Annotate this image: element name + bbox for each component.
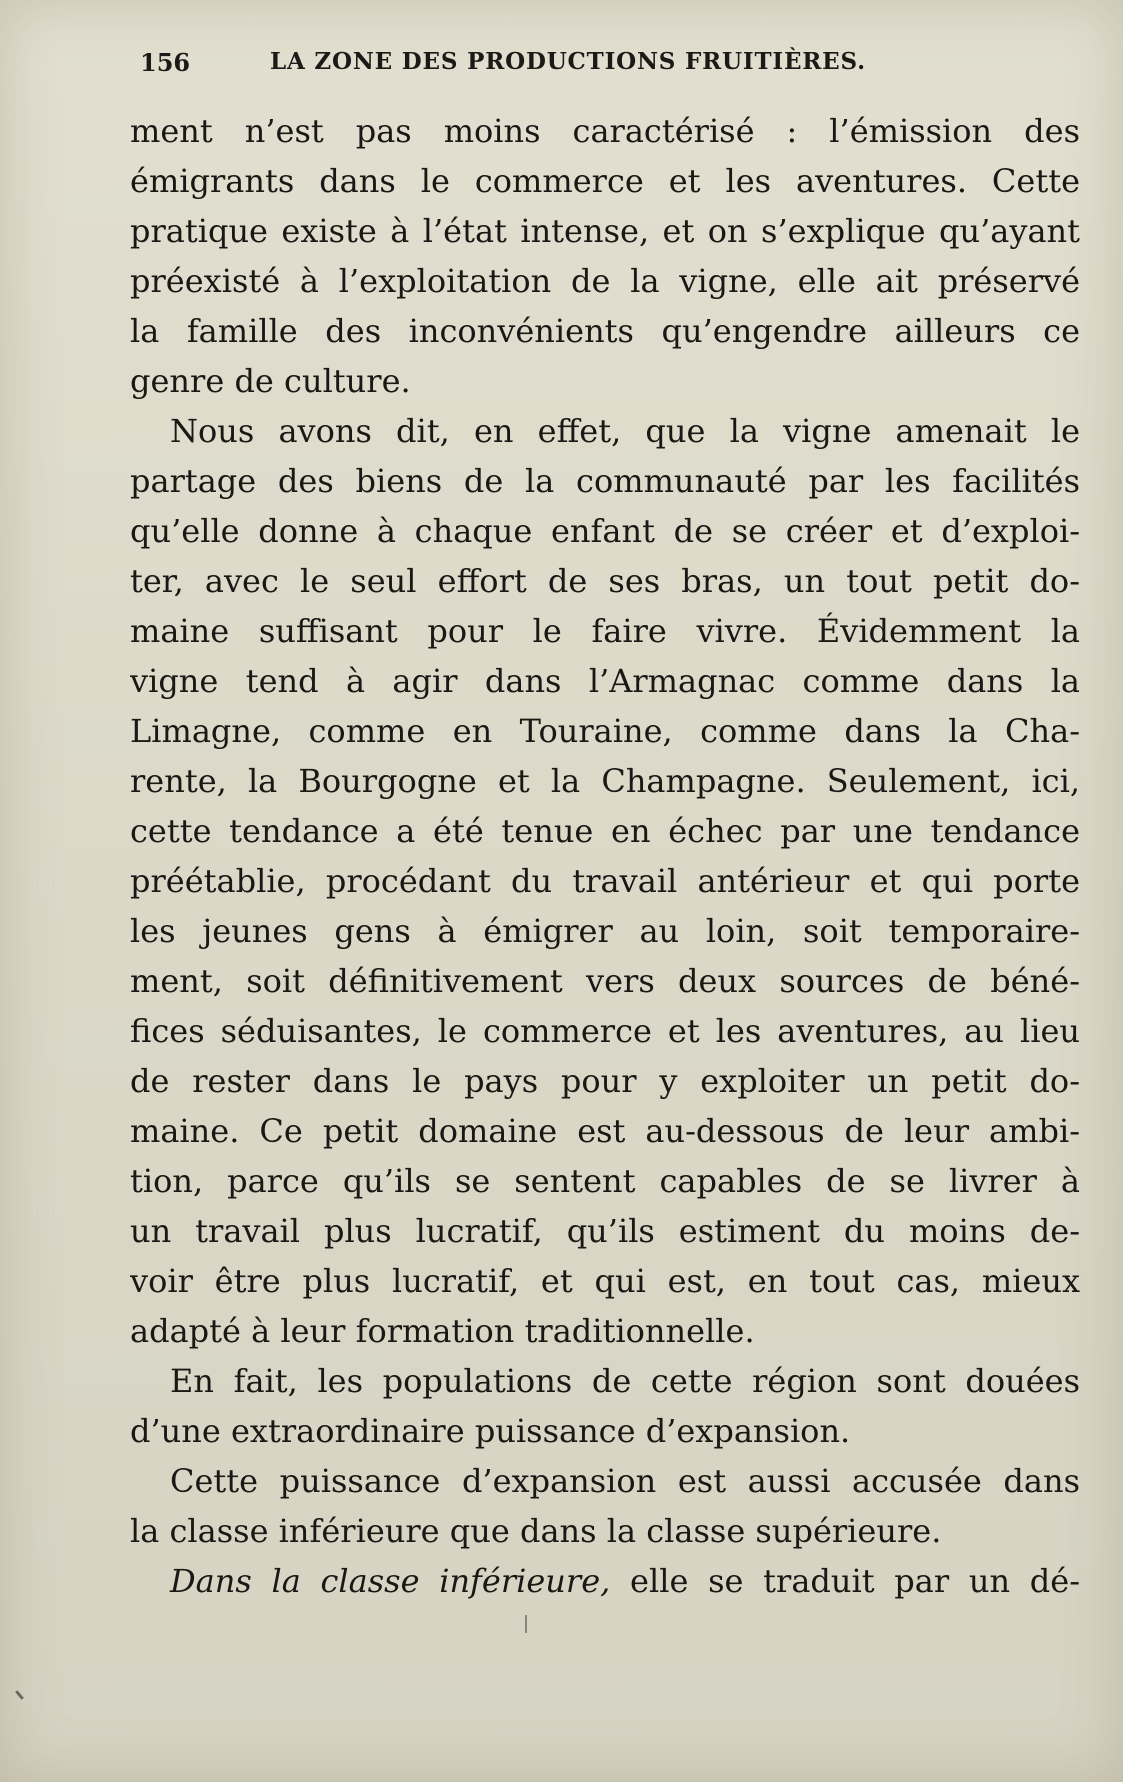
text-line: fices séduisantes, le commerce et les aventures, au lieu xyxy=(130,1012,1080,1050)
stray-mark xyxy=(525,1615,527,1633)
text-line: les jeunes gens à émigrer au loin, soit temporaire- xyxy=(130,912,1080,950)
text-line: ment, soit définitivement vers deux sources de béné- xyxy=(130,962,1080,1000)
text-line-rest: elle se traduit par un dé- xyxy=(630,1562,1080,1600)
text-line: adapté à leur formation traditionnelle. xyxy=(130,1312,755,1350)
text-line: un travail plus lucratif, qu’ils estiment du moins de- xyxy=(130,1212,1080,1250)
text-line: ter, avec le seul effort de ses bras, un tout petit do- xyxy=(130,562,1080,600)
text-line: émigrants dans le commerce et les aventures. Cette xyxy=(130,162,1080,200)
running-title: LA ZONE DES PRODUCTIONS FRUITIÈRES. xyxy=(270,48,866,75)
text-line: voir être plus lucratif, et qui est, en tout cas, mieux xyxy=(130,1262,1080,1300)
text-line: tion, parce qu’ils se sentent capables de se livrer à xyxy=(130,1162,1080,1200)
text-line: genre de culture. xyxy=(130,362,411,400)
text-line: pratique existe à l’état intense, et on s’explique qu’ayant xyxy=(130,212,1080,250)
text-line: rente, la Bourgogne et la Champagne. Seulement, ici, xyxy=(130,762,1080,800)
body-text xyxy=(130,106,1080,1606)
text-line: de rester dans le pays pour y exploiter un petit do- xyxy=(130,1062,1080,1100)
text-line: Cette puissance d’expansion est aussi accusée dans xyxy=(170,1462,1080,1500)
text-line: En fait, les populations de cette région sont douées xyxy=(170,1362,1080,1400)
text-line: maine suffisant pour le faire vivre. Évidemment la xyxy=(130,612,1080,650)
stray-mark xyxy=(15,1690,24,1700)
text-line: d’une extraordinaire puissance d’expansion. xyxy=(130,1412,851,1450)
text-line: préexisté à l’exploitation de la vigne, elle ait préservé xyxy=(130,262,1080,300)
text-line: maine. Ce petit domaine est au-dessous de leur ambi- xyxy=(130,1112,1080,1150)
running-head xyxy=(140,46,960,86)
text-line: cette tendance a été tenue en échec par une tendance xyxy=(130,812,1080,850)
text-line: Nous avons dit, en effet, que la vigne amenait le xyxy=(170,412,1080,450)
text-line: qu’elle donne à chaque enfant de se créer et d’exploi- xyxy=(130,512,1080,550)
text-line: préétablie, procédant du travail antérieur et qui porte xyxy=(130,862,1080,900)
text-line xyxy=(130,1556,1080,1606)
text-line: vigne tend à agir dans l’Armagnac comme dans la xyxy=(130,662,1080,700)
text-line: la famille des inconvénients qu’engendre ailleurs ce xyxy=(130,312,1080,350)
text-line: la classe inférieure que dans la classe supérieure. xyxy=(130,1512,942,1550)
page-number: 156 xyxy=(140,48,191,77)
text-line: partage des biens de la communauté par les facilités xyxy=(130,462,1080,500)
text-line: Limagne, comme en Touraine, comme dans la Cha- xyxy=(130,712,1080,750)
text-line: ment n’est pas moins caractérisé : l’émission des xyxy=(130,112,1080,150)
italic-phrase: Dans la classe inférieure, xyxy=(170,1562,611,1600)
